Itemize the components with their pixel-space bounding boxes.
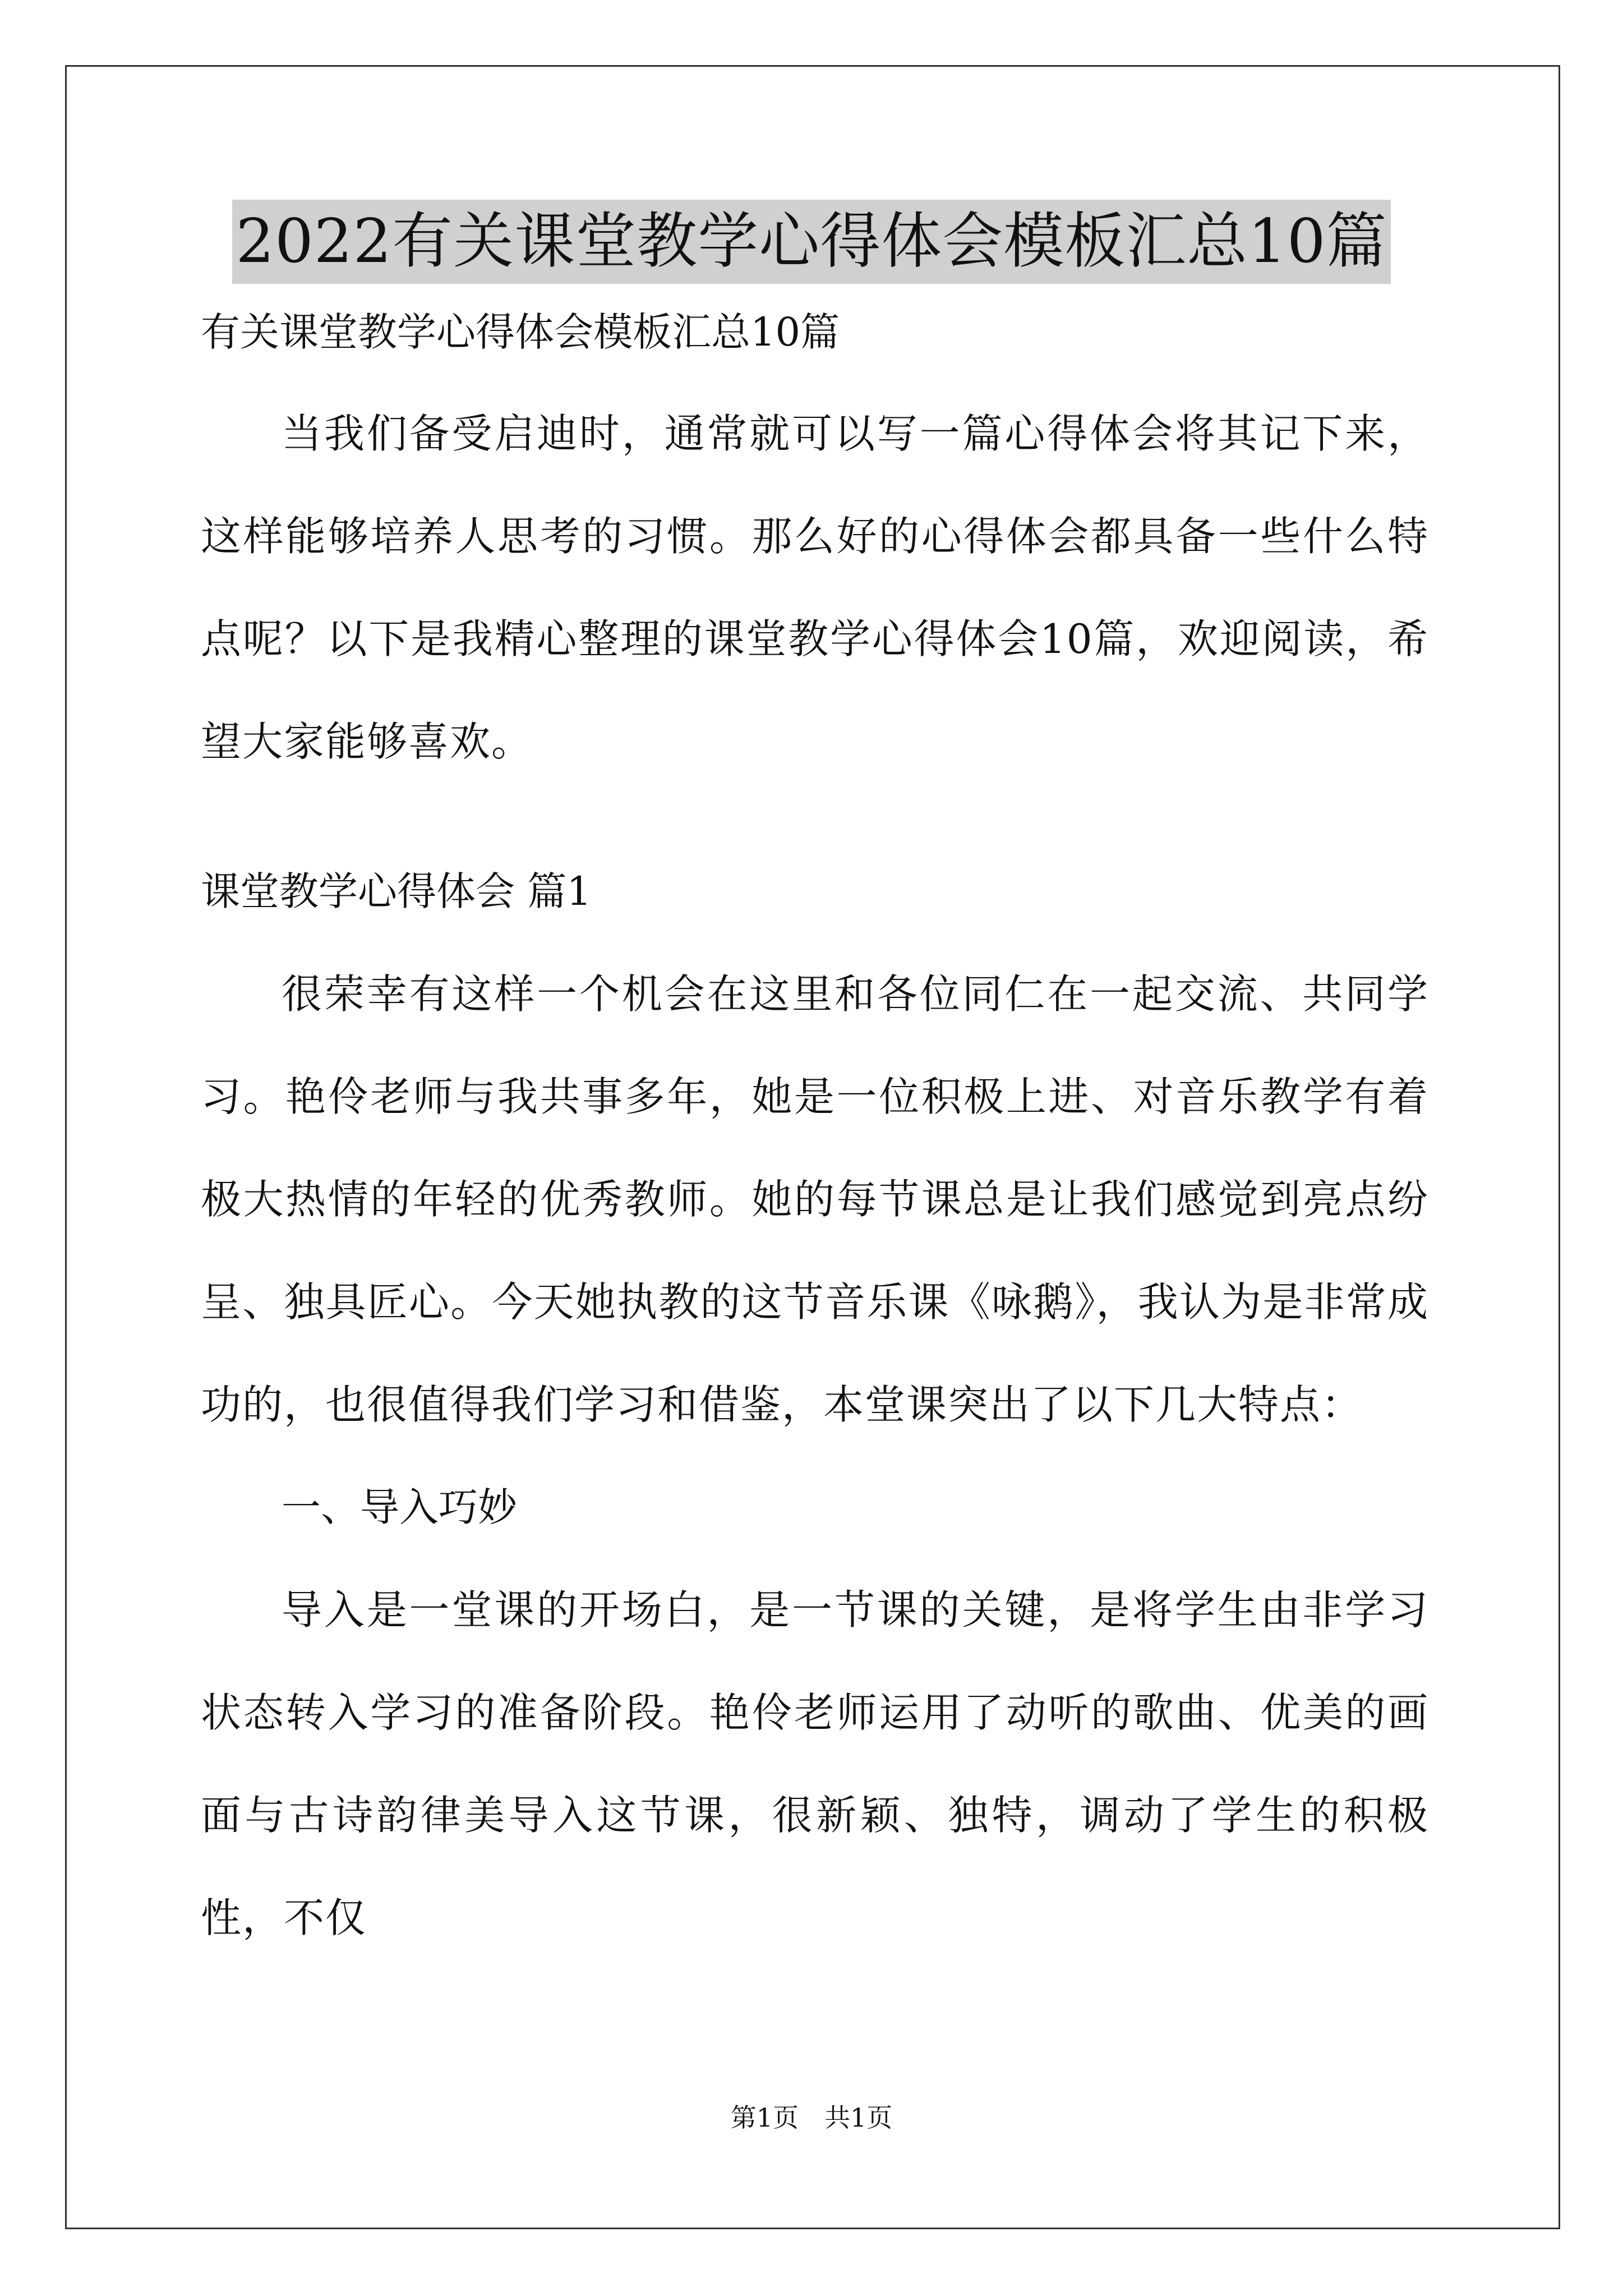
section-paragraph: 很荣幸有这样一个机会在这里和各位同仁在一起交流、共同学习。艳伶老师与我共事多年，她是一位积极上进、对音乐教学有着极大热情的年轻的优秀教师。她的每节课总是让我们感觉到亮点纷呈、独具匠心。今天她执教的这节音乐课《咏鹅》，我认为是非常成功的，也很值得我们学习和借鉴，本堂课突出了以下几大特点： xyxy=(201,970,1429,1428)
point-paragraph: 导入是一堂课的开场白，是一节课的关键，是将学生由非学习状态转入学习的准备阶段。艳伶老师运用了动听的歌曲、优美的画面与古诗韵律美导入这节课，很新颖、独特，调动了学生的积极性，不仅 xyxy=(201,1586,1429,1941)
document-title-text: 2022有关课堂教学心得体会模板汇总10篇 xyxy=(232,200,1390,284)
page-number: 第1页 共1页 xyxy=(730,2102,893,2133)
point-heading: 一、导入巧妙 xyxy=(282,1484,517,1530)
page-footer xyxy=(0,2101,1623,2134)
document-body xyxy=(201,303,1429,1970)
section-heading: 课堂教学心得体会 篇1 xyxy=(201,868,592,914)
intro-paragraph: 当我们备受启迪时，通常就可以写一篇心得体会将其记下来，这样能够培养人思考的习惯。那么好的心得体会都具备一些什么特点呢？以下是我精心整理的课堂教学心得体会10篇，欢迎阅读，希望大家能够喜欢。 xyxy=(201,410,1429,765)
document-title xyxy=(0,200,1623,284)
document-subtitle: 有关课堂教学心得体会模板汇总10篇 xyxy=(201,309,840,355)
